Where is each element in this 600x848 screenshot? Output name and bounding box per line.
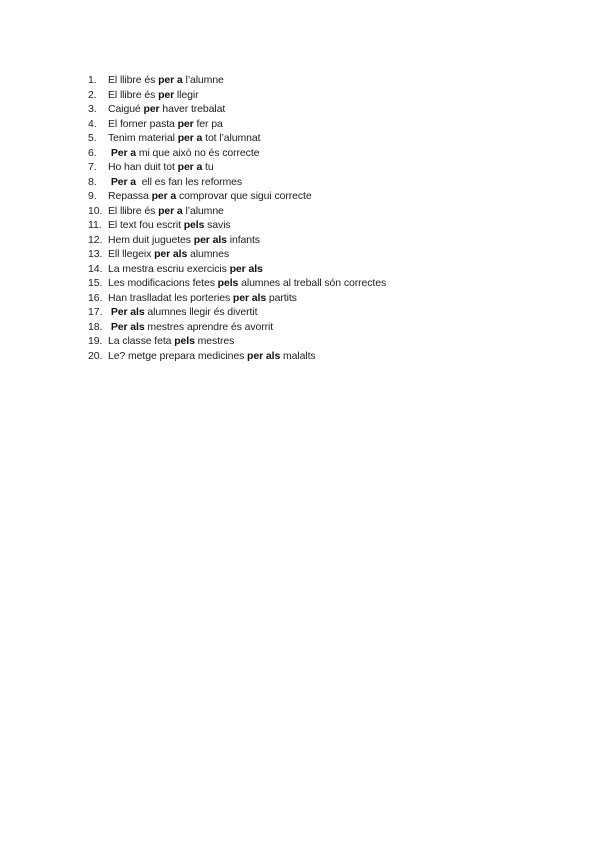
- list-item: [88, 160, 386, 175]
- preposition-highlight: Per als: [110, 320, 145, 333]
- item-sentence: [108, 189, 312, 204]
- item-number: 6.: [88, 146, 97, 159]
- preposition-highlight: per: [177, 117, 194, 130]
- item-sentence: [108, 204, 224, 219]
- list-item: [88, 88, 386, 103]
- item-sentence: [108, 320, 273, 335]
- list-item: [88, 204, 386, 219]
- item-sentence: [108, 262, 263, 277]
- item-number: 14.: [88, 262, 103, 275]
- item-number: 17.: [88, 306, 103, 318]
- sentence-list: [88, 73, 386, 363]
- list-item: [88, 218, 386, 233]
- sentence-text: El forner pasta: [108, 117, 178, 130]
- item-number: 1.: [88, 74, 97, 86]
- preposition-highlight: per als: [154, 248, 188, 260]
- item-sentence: [108, 160, 214, 175]
- item-number: 13.: [88, 248, 103, 260]
- sentence-text: Repassa: [108, 190, 152, 202]
- sentence-text: mestres: [194, 335, 235, 347]
- item-sentence: [108, 73, 224, 88]
- sentence-text: alumnes llegir és divertit: [144, 306, 258, 318]
- sentence-text: Han traslladat les porteries: [108, 291, 233, 304]
- sentence-text: tu: [202, 161, 214, 173]
- list-item: [88, 291, 386, 306]
- list-item: [88, 320, 386, 335]
- item-number: 16.: [88, 291, 103, 304]
- sentence-text: Ell llegeix: [108, 248, 155, 260]
- item-sentence: [108, 131, 260, 146]
- item-number: 7.: [88, 161, 97, 173]
- sentence-text: El llibre és: [108, 74, 159, 86]
- sentence-text: El llibre és: [108, 88, 159, 101]
- sentence-text: ell es fan les reformes: [136, 175, 243, 188]
- item-sentence: [108, 349, 316, 364]
- preposition-highlight: per: [158, 88, 175, 101]
- preposition-highlight: pels: [217, 277, 239, 289]
- sentence-text: Caigué: [108, 103, 144, 115]
- list-item: [88, 175, 386, 190]
- item-number: 3.: [88, 103, 97, 115]
- sentence-text: mestres aprendre és avorrit: [144, 320, 274, 333]
- sentence-text: savis: [204, 219, 231, 231]
- preposition-highlight: per als: [232, 291, 267, 304]
- item-number: 12.: [88, 233, 103, 246]
- sentence-text: partits: [266, 291, 297, 304]
- list-item: [88, 131, 386, 146]
- sentence-text: La classe feta: [108, 335, 175, 347]
- preposition-highlight: pels: [183, 219, 205, 231]
- sentence-text: mi que això no és correcte: [136, 146, 260, 159]
- sentence-text: comprovar que sigui correcte: [176, 190, 312, 202]
- sentence-text: l’alumne: [182, 204, 224, 217]
- preposition-highlight: per als: [229, 262, 263, 275]
- sentence-text: fer pa: [193, 117, 223, 130]
- sentence-text: l’alumne: [182, 74, 224, 86]
- item-number: 18.: [88, 320, 103, 333]
- item-number: 10.: [88, 204, 103, 217]
- item-sentence: [108, 102, 225, 117]
- sentence-text: malalts: [280, 349, 316, 362]
- list-item: [88, 102, 386, 117]
- preposition-highlight: per a: [158, 74, 183, 86]
- sentence-text: llegir: [174, 88, 199, 101]
- list-item: [88, 276, 386, 291]
- list-item: [88, 334, 386, 349]
- preposition-highlight: Per a: [110, 146, 137, 159]
- sentence-text: El text fou escrit: [108, 219, 184, 231]
- item-number: 9.: [88, 190, 97, 202]
- list-item: [88, 262, 386, 277]
- list-item: [88, 305, 386, 320]
- sentence-text: haver trebalat: [159, 103, 226, 115]
- sentence-text: La mestra escriu exercicis: [108, 262, 230, 275]
- list-item: [88, 117, 386, 132]
- list-item: [88, 146, 386, 161]
- preposition-highlight: pels: [174, 335, 195, 347]
- sentence-text: Ho han duit tot: [108, 161, 178, 173]
- item-sentence: [108, 247, 229, 262]
- item-sentence: [108, 334, 234, 349]
- item-number: 8.: [88, 175, 97, 188]
- item-sentence: [108, 218, 231, 233]
- item-number: 5.: [88, 132, 97, 144]
- list-item: [88, 73, 386, 88]
- preposition-highlight: per a: [158, 204, 183, 217]
- sentence-text: infants: [226, 233, 260, 246]
- list-item: [88, 233, 386, 248]
- sentence-text: Hem duit juguetes: [108, 233, 194, 246]
- preposition-highlight: Per als: [110, 306, 145, 318]
- item-number: 4.: [88, 117, 97, 130]
- sentence-text: Tenim material: [108, 132, 178, 144]
- item-sentence: [108, 88, 199, 103]
- item-number: 2.: [88, 88, 97, 101]
- preposition-highlight: per als: [247, 349, 281, 362]
- sentence-text: El llibre és: [108, 204, 159, 217]
- item-number: 15.: [88, 277, 103, 289]
- item-sentence: [108, 305, 257, 320]
- sentence-text: alumnes al treball són correctes: [238, 277, 387, 289]
- item-number: 11.: [88, 219, 102, 231]
- item-sentence: [108, 175, 242, 190]
- item-sentence: [108, 146, 259, 161]
- item-number: 19.: [88, 335, 103, 347]
- item-sentence: [108, 117, 223, 132]
- item-sentence: [108, 276, 386, 291]
- sentence-text: Le? metge prepara medicines: [108, 349, 248, 362]
- sentence-text: alumnes: [187, 248, 230, 260]
- preposition-highlight: per a: [177, 132, 203, 144]
- preposition-highlight: Per a: [110, 175, 137, 188]
- item-number: 20.: [88, 349, 103, 362]
- preposition-highlight: per als: [193, 233, 227, 246]
- sentence-text: tot l’alumnat: [202, 132, 261, 144]
- list-item: [88, 247, 386, 262]
- item-sentence: [108, 233, 260, 248]
- preposition-highlight: per: [143, 103, 160, 115]
- preposition-highlight: per a: [151, 190, 177, 202]
- item-sentence: [108, 291, 297, 306]
- sentence-text: Les modificacions fetes: [108, 277, 218, 289]
- list-item: [88, 349, 386, 364]
- list-item: [88, 189, 386, 204]
- preposition-highlight: per a: [177, 161, 203, 173]
